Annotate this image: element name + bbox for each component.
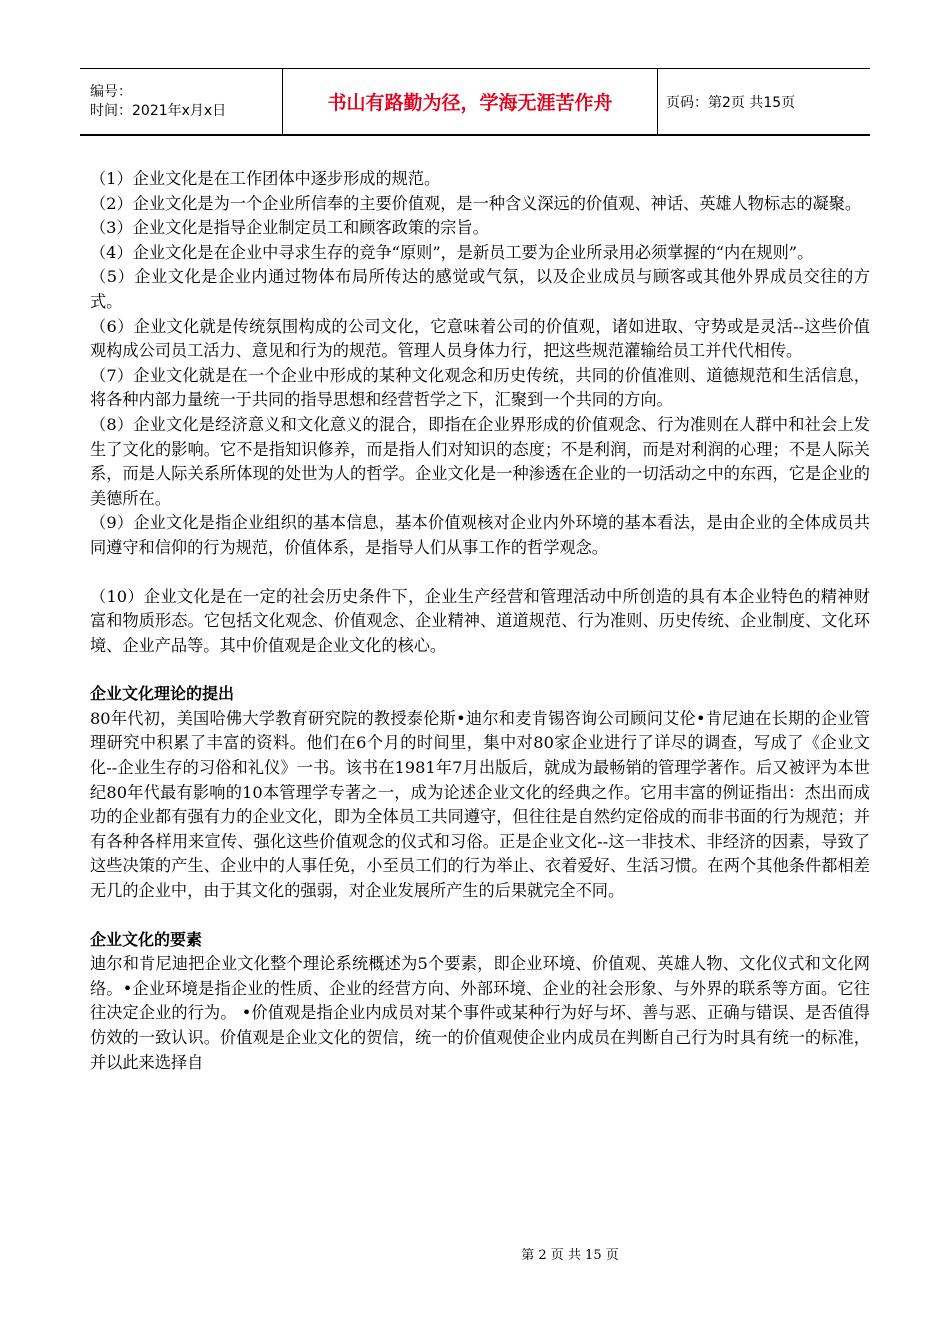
spacer	[90, 561, 870, 585]
document-body	[90, 167, 870, 1075]
document-time-label: 时间：2021年x月x日	[90, 102, 227, 119]
document-number-label: 编号：	[90, 83, 132, 100]
definition-item: （9）企业文化是指企业组织的基本信息，基本价值观核对企业内外环境的基本看法，是由企业的全体成员共同遵守和信仰的行为规范，价值体系，是指导人们从事工作的哲学观念。	[90, 513, 870, 557]
section-paragraph: 80年代初，美国哈佛大学教育研究院的教授泰伦斯•迪尔和麦肯锡咨询公司顾问艾伦•肯尼迪在长期的企业管理研究中积累了丰富的资料。他们在6个月的时间里，集中对80家企业进行了详尽的调查，写成了《企业文化--企业生存的习俗和礼仪》一书。该书在1981年7月出版后，就成为最畅销的管理学著作。后又被评为本世纪80年代最有影响的10本管理学专著之一，成为论述企业文化的经典之作。它用丰富的例证指出：杰出而成功的企业都有强有力的企业文化，即为全体员工共同遵守，但往往是自然约定俗成的而非书面的行为规范；并有各种各样用来宣传、强化这些价值观念的仪式和习俗。正是企业文化--这一非技术、非经济的因素，导致了这些决策的产生、企业中的人事任免，小至员工们的行为举止、衣着爱好、生活习惯。在两个其他条件都相差无几的企业中，由于其文化的强弱，对企业发展所产生的后果就完全不同。	[90, 708, 870, 901]
page-count-label: 页码：第2页 共15页	[666, 94, 796, 111]
header-page-info	[658, 69, 870, 134]
section-paragraph: 迪尔和肯尼迪把企业文化整个理论系统概述为5个要素，即企业环境、价值观、英雄人物、文化仪式和文化网络。•企业环境是指企业的性质、企业的经营方向、外部环境、企业的社会形象、与外界的联系等方面。它往往决定企业的行为。 •价值观是指企业内成员对某个事件或某种行为好与坏、善与恶、正确与错误、是否值得仿效的一致认识。价值观是企业文化的贺信，统一的价值观使企业内成员在判断自己行为时具有统一的标准，并以此来选择自	[90, 954, 870, 1072]
definition-item: （4）企业文化是在企业中寻求生存的竞争“原则”，是新员工要为企业所录用必须掌握的“内在规则”。	[90, 242, 814, 262]
spacer	[90, 658, 870, 682]
header-meta	[80, 69, 283, 134]
section-heading: 企业文化的要素	[90, 929, 203, 949]
header-motto	[283, 69, 658, 134]
definition-item: （6）企业文化就是传统氛围构成的公司文化，它意味着公司的价值观，诸如进取、守势或是灵活--这些价值观构成公司员工活力、意见和行为的规范。管理人员身体力行，把这些规范灌输给员工并代代相传。	[90, 316, 870, 361]
spacer	[90, 904, 870, 928]
definition-item: （7）企业文化就是在一个企业中形成的某种文化观念和历史传统，共同的价值准则、道德规范和生活信息，将各种内部力量统一于共同的指导思想和经营哲学之下，汇聚到一个共同的方向。	[90, 365, 870, 410]
page-footer: 第 2 页 共 15 页	[521, 1248, 619, 1263]
section-heading: 企业文化理论的提出	[90, 684, 235, 704]
definition-item: （10）企业文化是在一定的社会历史条件下，企业生产经营和管理活动中所创造的具有本企业特色的精神财富和物质形态。它包括文化观念、价值观念、企业精神、道道规范、行为准则、历史传统、企业制度、文化环境、企业产品等。其中价值观是企业文化的核心。	[90, 586, 870, 655]
definition-item: （5）企业文化是企业内通过物体布局所传达的感觉或气氛，以及企业成员与顾客或其他外界成员交往的方式。	[90, 267, 870, 311]
page-header	[80, 68, 870, 136]
definition-item: （3）企业文化是指导企业制定员工和顾客政策的宗旨。	[90, 218, 489, 238]
definition-item: （2）企业文化是为一个企业所信奉的主要价值观，是一种含义深远的价值观、神话、英雄人物标志的凝聚。	[90, 193, 862, 213]
motto-text: 书山有路勤为径，学海无涯苦作舟	[327, 92, 613, 114]
definition-item: （1）企业文化是在工作团体中逐步形成的规范。	[90, 169, 441, 188]
definition-item: （8）企业文化是经济意义和文化意义的混合，即指在企业界形成的价值观念、行为准则在人群中和社会上发生了文化的影响。它不是指知识修养，而是指人们对知识的态度；不是利润，而是对利润的心理；不是人际关系，而是人际关系所体现的处世为人的哲学。企业文化是一种渗透在企业的一切活动之中的东西，它是企业的美德所在。	[90, 414, 870, 508]
